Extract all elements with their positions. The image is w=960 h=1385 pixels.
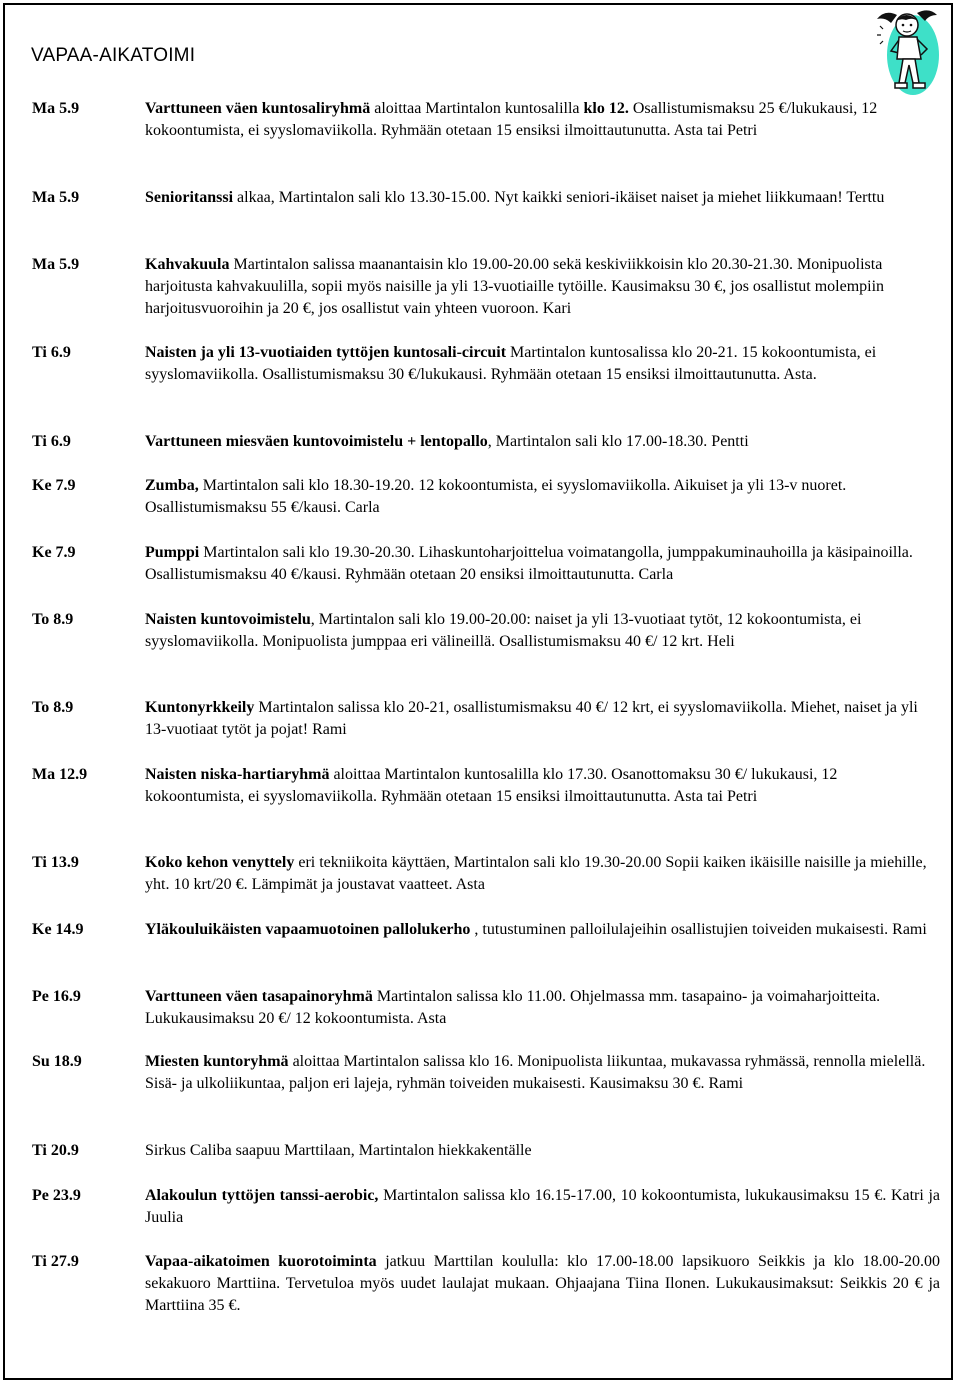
event-description: Zumba, Martintalon sali klo 18.30-19.20. 12 kokoontumista, ei syyslomaviikolla. Aikuiset ja yli 13-v nuoret. Osallistumismaksu 55 €/kausi. Carla bbox=[145, 477, 847, 516]
event-description: Alakoulun tyttöjen tanssi-aerobic, Martintalon salissa klo 16.15-17.00, 10 kokoontumista, lukukausimaksu 15 €. Katri ja Juulia bbox=[145, 1187, 941, 1226]
event-description: Yläkouluikäisten vapaamuotoinen pallolukerho , tutustuminen palloilulajeihin osallistujien toiveiden mukaisesti. Rami bbox=[145, 921, 927, 938]
event-description: Varttuneen väen tasapainoryhmä Martintalon salissa klo 11.00. Ohjelmassa mm. tasapaino- ja voimaharjoitteita. Lukukausimaksu 20 €/ 12 kokoontumista. Asta bbox=[145, 988, 881, 1027]
event-name: Kuntonyrkkeily bbox=[145, 699, 255, 716]
event-description: Kuntonyrkkeily Martintalon salissa klo 20-21, osallistumismaksu 40 €/ 12 krt, ei syyslomaviikolla. Miehet, naiset ja yli 13-vuotiaat tytöt ja pojat! Rami bbox=[145, 699, 918, 738]
event-name: Vapaa-aikatoimen kuorotoiminta bbox=[145, 1253, 377, 1270]
event-name: Kahvakuula bbox=[145, 256, 230, 273]
event-name: Varttuneen miesväen kuntovoimistelu + lentopallo bbox=[145, 433, 488, 450]
event-date: Su 18.9 bbox=[32, 1053, 82, 1070]
event-description: Naisten niska-hartiaryhmä aloittaa Martintalon kuntosalilla klo 17.30. Osanottomaksu 30 €/ lukukausi, 12 kokoontumista, ei syyslomaviikolla. Ryhmään otetaan 15 ensiksi ilmoittautunutta. Asta tai Petri bbox=[145, 766, 838, 805]
event-description: Varttuneen miesväen kuntovoimistelu + lentopallo, Martintalon sali klo 17.00-18.30. Pentti bbox=[145, 433, 749, 450]
event-name: Alakoulun tyttöjen tanssi-aerobic, bbox=[145, 1187, 379, 1204]
event-description: Kahvakuula Martintalon salissa maanantaisin klo 19.00-20.00 sekä keskiviikkoisin klo 20.30-21.30. Monipuolista harjoitusta kahvakuulilla, sopii myös naisille ja yli 13-vuotiaille tytöille. Kausimaksu 30 €, jos osallistut molempiin harjoitusvuoroihin ja 20 €, jos osallistut vain yhteen vuoroon. Kari bbox=[145, 256, 885, 317]
event-date: Pe 23.9 bbox=[32, 1187, 81, 1204]
page-title: VAPAA-AIKATOIMI bbox=[31, 45, 196, 66]
event-date: Ti 20.9 bbox=[32, 1142, 79, 1159]
event-date: Ma 5.9 bbox=[32, 100, 80, 117]
event-description: Pumppi Martintalon sali klo 19.30-20.30. Lihaskuntoharjoittelua voimatangolla, jumppakuminauhoilla ja käsipainoilla. Osallistumismaksu 40 €/kausi. Ryhmään otetaan 20 ensiksi ilmoittautunutta. Carla bbox=[145, 544, 913, 583]
event-description: Vapaa-aikatoimen kuorotoiminta jatkuu Marttilan koululla: klo 17.00-18.00 lapsikuoro Seikkis ja klo 18.00-20.00 sekakuoro Marttiina. Tervetuloa myös uudet laulajat mukaan. Ohjaajana Tiina Ilonen. Lukukausimaksut: Seikkis 20 € ja Marttiina 35 €. bbox=[145, 1253, 941, 1314]
event-date: To 8.9 bbox=[32, 699, 74, 716]
document-page bbox=[3, 3, 953, 1380]
event-description: Miesten kuntoryhmä aloittaa Martintalon salissa klo 16. Monipuolista liikuntaa, mukavassa ryhmässä, rennolla mielellä. Sisä- ja ulkoliikuntaa, paljon eri lajeja, ryhmän toiveiden mukaisesti. Kausimaksu 30 €. Rami bbox=[145, 1053, 926, 1092]
event-date: Ke 7.9 bbox=[32, 544, 76, 561]
event-name: Miesten kuntoryhmä bbox=[145, 1053, 289, 1070]
event-date: Ma 5.9 bbox=[32, 189, 80, 206]
event-name: Senioritanssi bbox=[145, 189, 234, 206]
event-name: Naisten kuntovoimistelu bbox=[145, 611, 311, 628]
girl-mascot-illustration bbox=[861, 5, 941, 101]
event-name: Zumba, bbox=[145, 477, 199, 494]
event-date: Ti 6.9 bbox=[32, 433, 71, 450]
event-name: Varttuneen väen tasapainoryhmä bbox=[145, 988, 373, 1005]
event-description: Koko kehon venyttely eri tekniikoita käyttäen, Martintalon sali klo 19.30-20.00 Sopii kaiken ikäisille naisille ja miehille, yht. 10 krt/20 €. Lämpimät ja joustavat vaatteet. Asta bbox=[145, 854, 927, 893]
event-name: Yläkouluikäisten vapaamuotoinen pallolukerho bbox=[145, 921, 471, 938]
event-description: Senioritanssi alkaa, Martintalon sali klo 13.30-15.00. Nyt kaikki seniori-ikäiset naiset ja miehet liikkumaan! Terttu bbox=[145, 189, 885, 206]
event-name: Varttuneen väen kuntosaliryhmä bbox=[145, 100, 371, 117]
event-date: Pe 16.9 bbox=[32, 988, 81, 1005]
event-date: Ke 7.9 bbox=[32, 477, 76, 494]
event-date: Ma 12.9 bbox=[32, 766, 88, 783]
event-name: Pumppi bbox=[145, 544, 200, 561]
event-date: To 8.9 bbox=[32, 611, 74, 628]
event-description: Naisten ja yli 13-vuotiaiden tyttöjen kuntosali-circuit Martintalon kuntosalissa klo 20-21. 15 kokoontumista, ei syyslomaviikolla. Osallistumismaksu 30 €/lukukausi. Ryhmään otetaan 15 ensiksi ilmoittautunutta. Asta. bbox=[145, 344, 877, 383]
event-date: Ti 6.9 bbox=[32, 344, 71, 361]
event-description: Naisten kuntovoimistelu, Martintalon sali klo 19.00-20.00: naiset ja yli 13-vuotiaat tytöt, 12 kokoontumista, ei syyslomaviikolla. Monipuolista jumppaa eri välineillä. Osallistumismaksu 40 €/ 12 krt. Heli bbox=[145, 611, 862, 650]
event-date: Ti 27.9 bbox=[32, 1253, 79, 1270]
event-description: Sirkus Caliba saapuu Marttilaan, Martintalon hiekkakentälle bbox=[145, 1142, 532, 1159]
event-name: Naisten niska-hartiaryhmä bbox=[145, 766, 330, 783]
event-name: Naisten ja yli 13-vuotiaiden tyttöjen kuntosali-circuit bbox=[145, 344, 507, 361]
event-date: Ke 14.9 bbox=[32, 921, 84, 938]
event-name: Koko kehon venyttely bbox=[145, 854, 295, 871]
event-date: Ma 5.9 bbox=[32, 256, 80, 273]
event-description: Varttuneen väen kuntosaliryhmä aloittaa Martintalon kuntosalilla klo 12. Osallistumismaksu 25 €/lukukausi, 12 kokoontumista, ei syyslomaviikolla. Ryhmään otetaan 15 ensiksi ilmoittautunutta. Asta tai Petri bbox=[145, 100, 878, 139]
event-date: Ti 13.9 bbox=[32, 854, 79, 871]
